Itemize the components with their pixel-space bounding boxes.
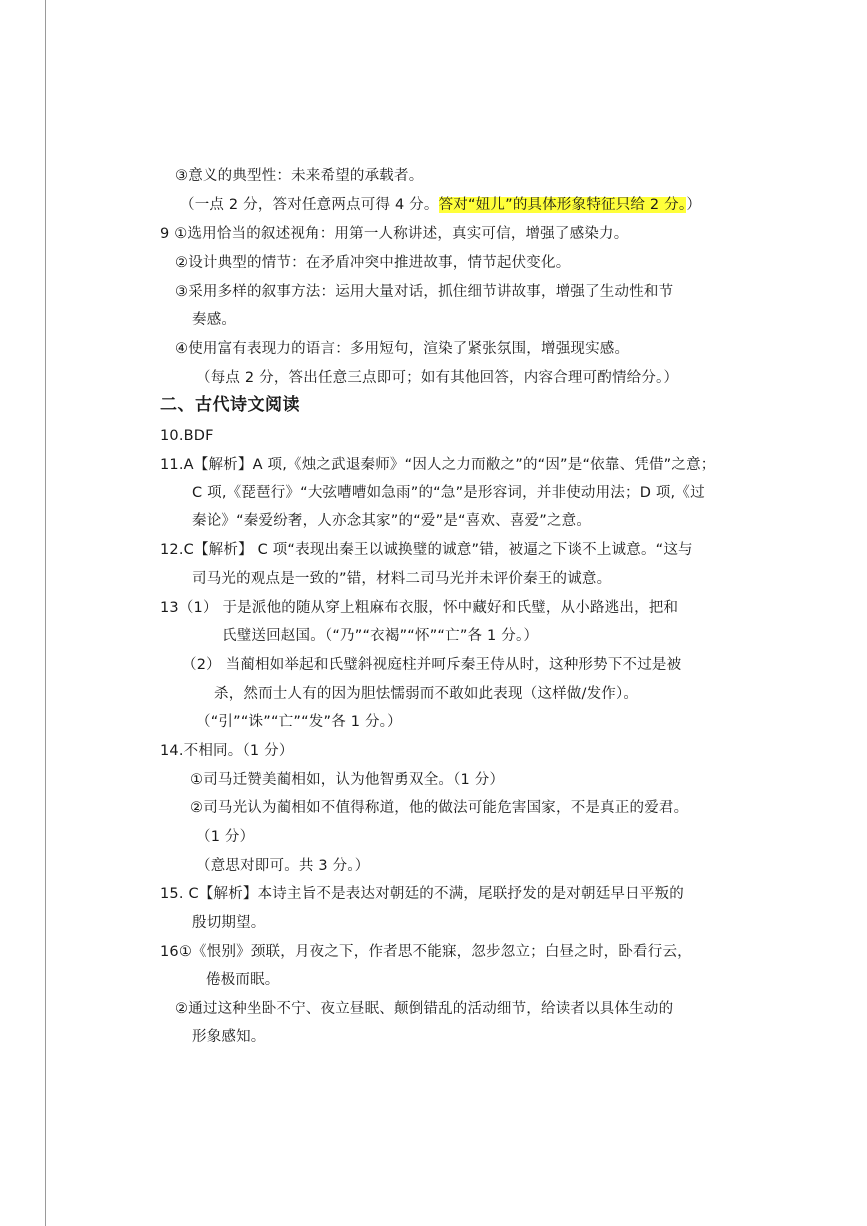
answer-16-point-1: 16①《恨别》颈联，月夜之下，作者思不能寐，忽步忽立；白昼之时，卧看行云， bbox=[160, 944, 692, 960]
answer-13-scoring-note: （“引”“诛”“亡”“发”各 1 分。） bbox=[196, 714, 402, 730]
answer-12: 12.C【解析】 C 项“表现出秦王以诚换璧的诚意”错，被逼之下谈不上诚意。“这与 bbox=[160, 542, 693, 558]
answer-16-point-1-cont: 倦极而眠。 bbox=[206, 972, 280, 988]
section-heading: 二、古代诗文阅读 bbox=[160, 395, 300, 415]
answer-14-point-2: ②司马光认为蔺相如不值得称道，他的做法可能危害国家，不是真正的爱君。 bbox=[190, 800, 689, 816]
answer-8-scoring-note bbox=[180, 195, 701, 215]
answer-9-point-1: 9 ①选用恰当的叙述视角：用第一人称讲述，真实可信，增强了感染力。 bbox=[160, 226, 629, 242]
answer-14-point-1: ①司马迁赞美蔺相如，认为他智勇双全。（1 分） bbox=[190, 772, 505, 788]
answer-9-scoring-note: （每点 2 分，答出任意三点即可；如有其他回答，内容合理可酌情给分。） bbox=[196, 370, 679, 386]
answer-14: 14.不相同。（1 分） bbox=[160, 743, 294, 759]
answer-9-point-2: ②设计典型的情节：在矛盾冲突中推进故事，情节起伏变化。 bbox=[175, 255, 571, 271]
highlighted-scoring-text: 答对“妞儿”的具体形象特征只给 2 分。 bbox=[438, 197, 687, 213]
answer-13-part-2-cont: 杀，然而士人有的因为胆怯懦弱而不敢如此表现（这样做/发作）。 bbox=[214, 686, 639, 702]
answer-8-scoring-text: （一点 2 分，答对任意两点可得 4 分。 bbox=[180, 197, 439, 213]
answer-9-point-3-cont: 奏感。 bbox=[192, 312, 237, 328]
answer-10: 10.BDF bbox=[160, 428, 214, 444]
closing-paren: ） bbox=[686, 197, 702, 213]
answer-9-point-4: ④使用富有表现力的语言：多用短句，渲染了紧张氛围，增强现实感。 bbox=[175, 341, 630, 357]
answer-15-cont: 殷切期望。 bbox=[192, 915, 266, 931]
answer-8-point-3: ③意义的典型性：未来希望的承载者。 bbox=[175, 168, 424, 184]
answer-15: 15. C【解析】本诗主旨不是表达对朝廷的不满，尾联抒发的是对朝廷早日平叛的 bbox=[160, 886, 684, 902]
answer-16-point-2: ②通过这种坐卧不宁、夜立昼眠、颠倒错乱的活动细节，给读者以具体生动的 bbox=[175, 1001, 674, 1017]
answer-11-cont: C 项,《琵琶行》“大弦嘈嘈如急雨”的“急”是形容词，并非使动用法；D 项,《过 bbox=[192, 485, 705, 501]
answer-13-part-1-cont: 氏璧送回赵国。（“乃”“衣褐”“怀”“亡”各 1 分。） bbox=[222, 628, 539, 644]
answer-13-part-2: （2） 当蔺相如举起和氏璧斜视庭柱并呵斥秦王侍从时，这种形势下不过是被 bbox=[182, 657, 682, 673]
answer-14-point-2-cont: （1 分） bbox=[196, 829, 255, 845]
answer-12-cont: 司马光的观点是一致的”错，材料二司马光并未评价秦王的诚意。 bbox=[192, 571, 612, 587]
answer-16-point-2-cont: 形象感知。 bbox=[192, 1029, 266, 1045]
answer-14-scoring-note: （意思对即可。共 3 分。） bbox=[196, 858, 370, 874]
page-margin-line bbox=[45, 0, 46, 1226]
answer-13-part-1: 13（1） 于是派他的随从穿上粗麻布衣服，怀中藏好和氏璧，从小路逃出，把和 bbox=[160, 600, 679, 616]
answer-11-cont2: 秦论》“秦爱纷奢，人亦念其家”的“爱”是“喜欢、喜爱”之意。 bbox=[192, 513, 592, 529]
answer-11: 11.A【解析】A 项,《烛之武退秦师》“因人之力而敝之”的“因”是“依靠、凭借”之意； bbox=[160, 457, 716, 473]
answer-9-point-3: ③采用多样的叙事方法：运用大量对话，抓住细节讲故事，增强了生动性和节 bbox=[175, 284, 674, 300]
